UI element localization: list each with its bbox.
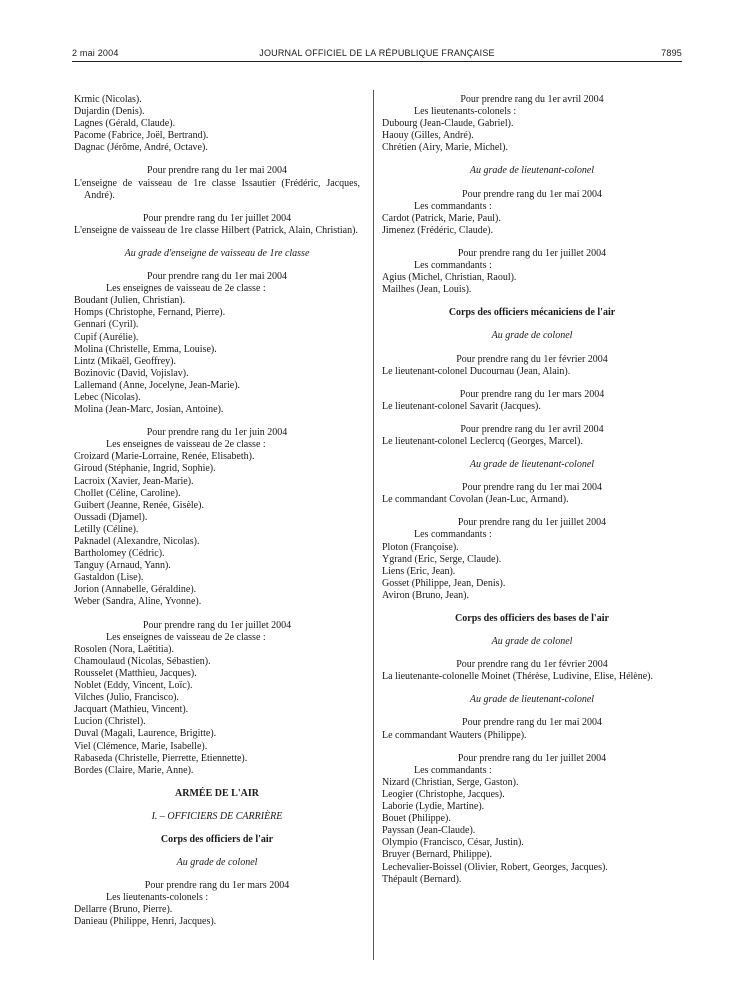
name-entry: Weber (Sandra, Aline, Yvonne). <box>74 596 202 608</box>
name-entry: Lintz (Mikaël, Geoffrey). <box>74 355 176 367</box>
group-heading: Les lieutenants-colonels : <box>106 892 209 904</box>
spacer <box>74 800 360 811</box>
name-entry: Boudant (Julien, Christian). <box>74 295 186 307</box>
group-heading: Les commandants : <box>414 200 492 212</box>
spacer <box>74 846 360 857</box>
name-entry: Agius (Michel, Christian, Raoul). <box>382 272 517 284</box>
name-entry: Lallemand (Anne, Jocelyne, Jean-Marie). <box>74 379 241 391</box>
rank-date-heading: Pour prendre rang du 1er juillet 2004 <box>457 517 607 529</box>
group-heading: Les enseignes de vaisseau de 2e classe : <box>106 631 266 643</box>
name-entry: Lucion (Christel). <box>74 716 146 728</box>
spacer <box>382 625 682 636</box>
name-entry: Rousselet (Matthieu, Jacques). <box>74 667 197 679</box>
name-entry: Lacroix (Xavier, Jean-Marie). <box>74 475 194 487</box>
spacer <box>382 296 682 307</box>
grade-heading: Au grade de colonel <box>491 636 573 648</box>
rank-date-heading: Pour prendre rang du 1er mai 2004 <box>462 717 602 729</box>
spacer <box>74 260 360 271</box>
page-number: 7895 <box>661 48 682 58</box>
rank-date-heading: Pour prendre rang du 1er février 2004 <box>456 353 608 365</box>
spacer <box>382 413 682 424</box>
name-entry: Lechevalier-Boissel (Olivier, Robert, Georges, Jacques). <box>382 861 608 873</box>
spacer <box>382 742 682 753</box>
header-date: 2 mai 2004 <box>72 48 119 58</box>
grade-heading: I. – OFFICIERS DE CARRIÈRE <box>151 810 283 822</box>
name-entry: Jacquart (Mathieu, Vincent). <box>74 704 189 716</box>
name-entry: Krmic (Nicolas). <box>74 94 142 105</box>
rank-date-heading: Pour prendre rang du 1er mai 2004 <box>147 165 287 177</box>
group-heading: Les commandants : <box>414 529 492 541</box>
group-heading: Les lieutenants-colonels : <box>414 106 517 118</box>
spacer <box>382 237 682 248</box>
name-entry: Bordes (Claire, Marie, Anne). <box>74 764 194 776</box>
name-entry: Oussadi (Djamel). <box>74 511 148 523</box>
name-entry: Aviron (Bruno, Jean). <box>382 589 470 601</box>
name-entry: Duval (Magali, Laurence, Brigitte). <box>74 728 217 740</box>
spacer <box>74 823 360 834</box>
spacer <box>382 506 682 517</box>
left-column <box>74 94 360 929</box>
name-entry: Croizard (Marie-Lorraine, Renée, Elisabeth). <box>74 451 255 463</box>
rank-date-heading: Pour prendre rang du 1er juillet 2004 <box>142 212 292 224</box>
name-entry: Dellarre (Bruno, Pierre). <box>74 904 173 916</box>
rank-date-heading: Pour prendre rang du 1er mars 2004 <box>144 880 290 892</box>
group-heading: Les commandants : <box>414 260 492 272</box>
group-heading: Les commandants : <box>414 764 492 776</box>
name-entry: Giroud (Stéphanie, Ingrid, Sophie). <box>74 463 216 475</box>
spacer <box>74 609 360 620</box>
decree-line: La lieutenante-colonelle Moinet (Thérèse, Ludivine, Elise, Hélène). <box>382 671 654 683</box>
spacer <box>74 869 360 880</box>
grade-heading: Au grade de lieutenant-colonel <box>469 165 595 177</box>
decree-line: Le commandant Wauters (Philippe). <box>382 729 527 741</box>
name-entry: Vilches (Julio, Francisco). <box>74 692 179 704</box>
name-entry: Cardot (Patrick, Marie, Paul). <box>382 212 501 224</box>
name-entry: Noblet (Eddy, Vincent, Loïc). <box>74 680 193 692</box>
rank-date-heading: Pour prendre rang du 1er avril 2004 <box>460 94 604 105</box>
decree-line: Le commandant Covolan (Jean-Luc, Armand). <box>382 494 569 506</box>
name-entry: Bruyer (Bernard, Philippe). <box>382 849 492 861</box>
right-column <box>382 94 682 886</box>
name-entry: Molina (Christelle, Emma, Louise). <box>74 343 217 355</box>
name-entry: Dagnac (Jérôme, André, Octave). <box>74 142 208 154</box>
rank-date-heading: Pour prendre rang du 1er juillet 2004 <box>457 247 607 259</box>
name-entry: Jimenez (Frédéric, Claude). <box>382 224 494 236</box>
name-entry: Ploton (Françoise). <box>382 541 459 553</box>
decree-line: Le lieutenant-colonel Ducournau (Jean, Alain). <box>382 365 571 377</box>
name-entry: Pacome (Fabrice, Joël, Bertrand). <box>74 130 209 142</box>
spacer <box>74 202 360 213</box>
grade-heading: Au grade de lieutenant-colonel <box>469 459 595 471</box>
name-entry: Rosolen (Nora, Laëtitia). <box>74 643 174 655</box>
name-entry: Gosset (Philippe, Jean, Denis). <box>382 577 506 589</box>
name-entry: Chrétien (Airy, Marie, Michel). <box>382 142 508 154</box>
name-entry: Guibert (Jeanne, Renée, Gisèle). <box>74 499 204 511</box>
header-rule <box>72 61 682 62</box>
section-heading: Corps des officiers des bases de l'air <box>455 613 609 624</box>
spacer <box>382 154 682 165</box>
name-entry: Chamoulaud (Nicolas, Sébastien). <box>74 655 211 667</box>
name-entry: Rabaseda (Christelle, Pierrette, Etiennette). <box>74 752 248 764</box>
grade-heading: Au grade de lieutenant-colonel <box>469 694 595 706</box>
rank-date-heading: Pour prendre rang du 1er février 2004 <box>456 659 608 671</box>
name-entry: Olympio (Francisco, César, Justin). <box>382 837 524 849</box>
name-entry: Bartholomey (Cédric). <box>74 548 165 560</box>
spacer <box>382 602 682 613</box>
name-entry: Bozinovic (David, Vojislav). <box>74 367 189 379</box>
decree-line: L'enseigne de vaisseau de 1re classe Issautier (Frédéric, Jacques, André). <box>74 177 360 201</box>
name-entry: Thépault (Bernard). <box>382 873 462 885</box>
name-entry: Nizard (Christian, Serge, Gaston). <box>382 776 519 788</box>
name-entry: Homps (Christophe, Fernand, Pierre). <box>74 307 226 319</box>
name-entry: Laborie (Lydie, Martine). <box>382 801 485 813</box>
spacer <box>382 378 682 389</box>
name-entry: Liens (Eric, Jean). <box>382 565 456 577</box>
name-entry: Mailhes (Jean, Louis). <box>382 284 472 296</box>
name-entry: Gennari (Cyril). <box>74 319 139 331</box>
name-entry: Ygrand (Eric, Serge, Claude). <box>382 553 502 565</box>
decree-line: Le lieutenant-colonel Leclercq (Georges, Marcel). <box>382 435 583 447</box>
spacer <box>74 777 360 788</box>
spacer <box>382 178 682 189</box>
name-entry: Chollet (Céline, Caroline). <box>74 487 181 499</box>
rank-date-heading: Pour prendre rang du 1er mars 2004 <box>459 388 605 400</box>
name-entry: Dujardin (Denis). <box>74 106 145 118</box>
grade-heading: Au grade de colonel <box>176 857 258 869</box>
rank-date-heading: Pour prendre rang du 1er avril 2004 <box>460 423 604 435</box>
decree-line: L'enseigne de vaisseau de 1re classe Hilbert (Patrick, Alain, Christian). <box>74 224 358 236</box>
spacer <box>382 471 682 482</box>
section-heading: ARMÉE DE L'AIR <box>175 787 259 799</box>
name-entry: Lebec (Nicolas). <box>74 391 141 403</box>
page-header <box>72 44 682 60</box>
group-heading: Les enseignes de vaisseau de 2e classe : <box>106 439 266 451</box>
grade-heading: Au grade d'enseigne de vaisseau de 1re classe <box>124 247 310 259</box>
spacer <box>382 706 682 717</box>
header-title: JOURNAL OFFICIEL DE LA RÉPUBLIQUE FRANÇAISE <box>259 48 495 58</box>
name-entry: Letilly (Céline). <box>74 523 139 535</box>
spacer <box>382 448 682 459</box>
spacer <box>74 416 360 427</box>
spacer <box>74 154 360 165</box>
name-entry: Paknadel (Alexandre, Nicolas). <box>74 536 200 547</box>
name-entry: Molina (Jean-Marc, Josian, Antoine). <box>74 404 224 416</box>
spacer <box>382 648 682 659</box>
spacer <box>74 237 360 248</box>
name-entry: Dubourg (Jean-Claude, Gabriel). <box>382 118 514 130</box>
name-entry: Lagnes (Gérald, Claude). <box>74 118 176 130</box>
rank-date-heading: Pour prendre rang du 1er juillet 2004 <box>142 619 292 631</box>
grade-heading: Au grade de colonel <box>491 330 573 342</box>
name-entry: Bouet (Philippe). <box>382 813 451 825</box>
name-entry: Cupif (Aurélie). <box>74 331 139 343</box>
name-entry: Viel (Clémence, Marie, Isabelle). <box>74 740 208 752</box>
name-entry: Payssan (Jean-Claude). <box>382 825 476 837</box>
spacer <box>382 683 682 694</box>
decree-line: Le lieutenant-colonel Savarit (Jacques). <box>382 400 541 412</box>
name-entry: Haouy (Gilles, André). <box>382 130 474 142</box>
name-entry: Gastaldon (Lise). <box>74 572 144 584</box>
rank-date-heading: Pour prendre rang du 1er juillet 2004 <box>457 752 607 764</box>
name-entry: Jorion (Annabelle, Géraldine). <box>74 584 197 596</box>
section-heading: Corps des officiers de l'air <box>160 833 274 845</box>
spacer <box>382 319 682 330</box>
rank-date-heading: Pour prendre rang du 1er juin 2004 <box>146 427 288 439</box>
group-heading: Les enseignes de vaisseau de 2e classe : <box>106 283 266 295</box>
name-entry: Tanguy (Arnaud, Yann). <box>74 560 171 572</box>
name-entry: Danieau (Philippe, Henri, Jacques). <box>74 916 217 928</box>
name-entry: Leogier (Christophe, Jacques). <box>382 788 505 800</box>
rank-date-heading: Pour prendre rang du 1er mai 2004 <box>462 188 602 200</box>
spacer <box>382 343 682 354</box>
rank-date-heading: Pour prendre rang du 1er mai 2004 <box>147 271 287 283</box>
rank-date-heading: Pour prendre rang du 1er mai 2004 <box>462 482 602 494</box>
column-divider <box>373 90 374 960</box>
section-heading: Corps des officiers mécaniciens de l'air <box>448 307 616 319</box>
